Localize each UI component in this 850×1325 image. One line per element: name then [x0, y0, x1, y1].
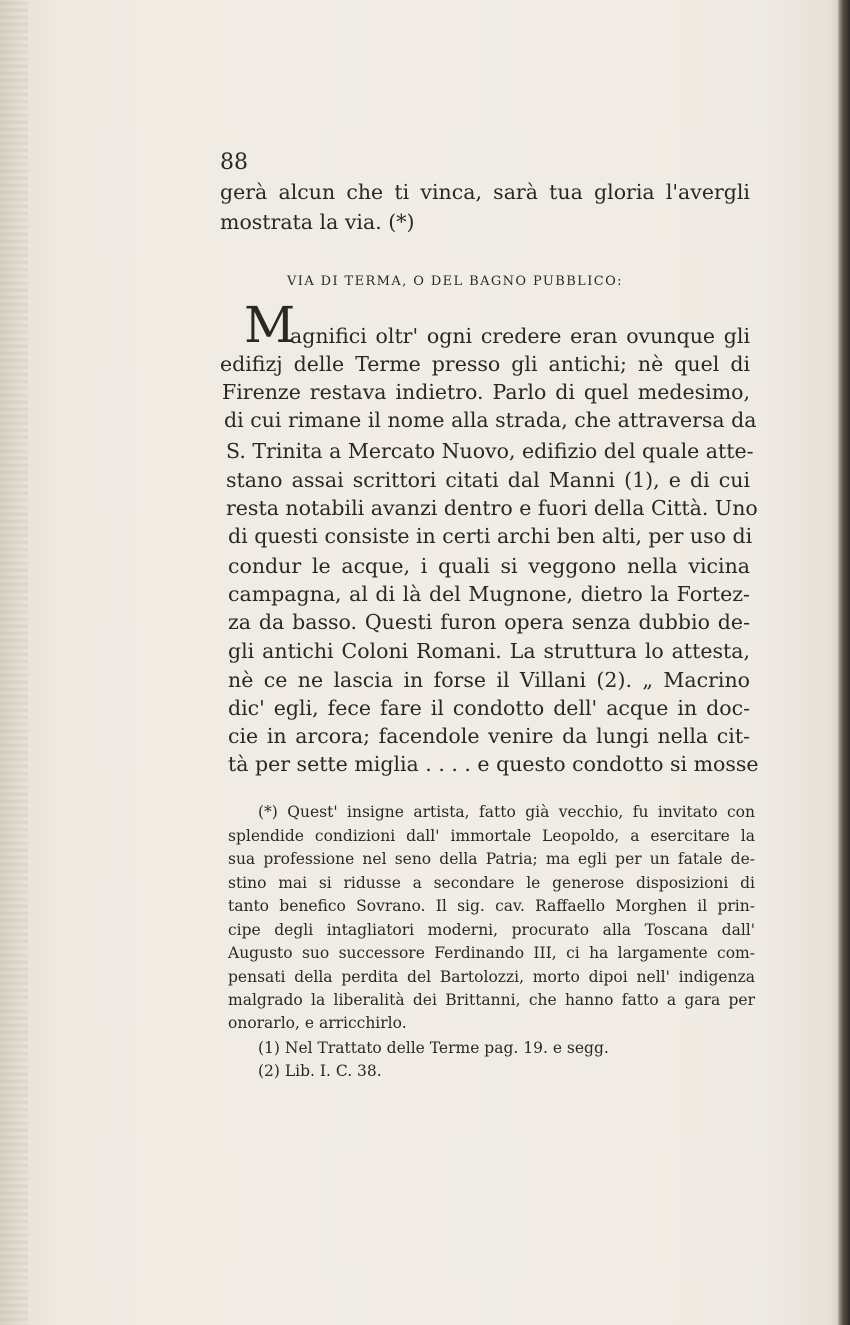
body-line: edifizj delle Terme presso gli antichi; nè quel di	[220, 352, 750, 376]
body-line: tà per sette miglia . . . . e questo condotto si mosse	[228, 752, 759, 776]
body-line: agnifici oltr' ogni credere eran ovunque gli	[290, 324, 750, 348]
body-line: cie in arcora; facendole venire da lungi nella cit-	[228, 724, 750, 748]
book-edge	[838, 0, 850, 1325]
note-line: Augusto suo successore Ferdinando III, ci ha largamente com-	[228, 944, 755, 962]
footnote-2: (2) Lib. I. C. 38.	[258, 1062, 382, 1080]
note-line: malgrado la liberalità dei Brittanni, che hanno fatto a gara per	[228, 991, 755, 1009]
note-line: cipe degli intagliatori moderni, procurato alla Toscana dall'	[228, 921, 755, 939]
body-line: resta notabili avanzi dentro e fuori della Città. Uno	[226, 496, 758, 520]
body-line: dic' egli, fece fare il condotto dell' acque in doc-	[228, 696, 750, 720]
continuation-line: mostrata la via. (*)	[220, 210, 415, 234]
drop-cap: M	[244, 296, 296, 354]
continuation-line: gerà alcun che ti vinca, sarà tua gloria l'avergli	[220, 180, 750, 204]
body-line: di questi consiste in certi archi ben alti, per uso di	[228, 524, 753, 548]
note-line: splendide condizioni dall' immortale Leopoldo, a esercitare la	[228, 827, 755, 845]
page-gutter	[0, 0, 28, 1325]
note-line: onorarlo, e arricchirlo.	[228, 1014, 407, 1032]
body-line: nè ce ne lascia in forse il Villani (2). „ Macrino	[228, 668, 750, 692]
footnote-1: (1) Nel Trattato delle Terme pag. 19. e segg.	[258, 1039, 609, 1057]
body-line: campagna, al di là del Mugnone, dietro la Fortez-	[228, 582, 750, 606]
body-line: S. Trinita a Mercato Nuovo, edifizio del quale atte-	[226, 439, 754, 463]
note-line: (*) Quest' insigne artista, fatto già vecchio, fu invitato con	[258, 803, 755, 821]
body-line: stano assai scrittori citati dal Manni (1), e di cui	[226, 468, 750, 492]
note-line: sua professione nel seno della Patria; ma egli per un fatale de-	[228, 850, 755, 868]
note-line: pensati della perdita del Bartolozzi, morto dipoi nell' indigenza	[228, 968, 755, 986]
body-line: di cui rimane il nome alla strada, che attraversa da	[224, 408, 757, 432]
body-line: gli antichi Coloni Romani. La struttura lo attesta,	[228, 639, 750, 663]
page-number: 88	[220, 150, 248, 175]
body-line: condur le acque, i quali si veggono nella vicina	[228, 554, 750, 578]
body-line: Firenze restava indietro. Parlo di quel medesimo,	[222, 380, 750, 404]
note-line: stino mai si ridusse a secondare le generose disposizioni di	[228, 874, 755, 892]
body-line: za da basso. Questi furon opera senza dubbio de-	[228, 610, 750, 634]
section-heading: VIA DI TERMA, O DEL BAGNO PUBBLICO:	[287, 274, 623, 289]
note-line: tanto benefico Sovrano. Il sig. cav. Raffaello Morghen il prin-	[228, 897, 755, 915]
